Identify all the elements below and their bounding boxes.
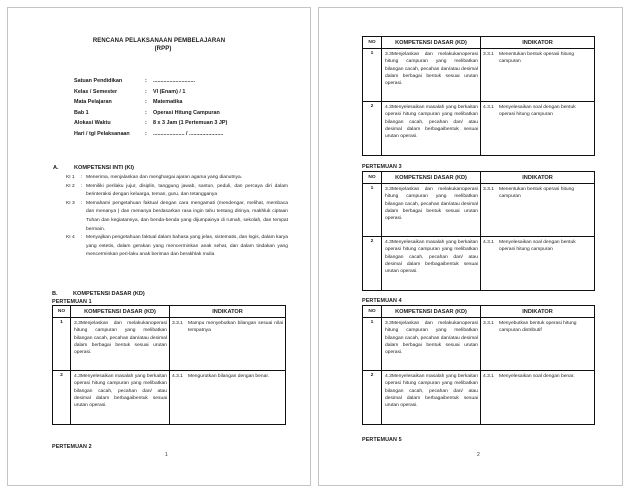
section-letter: A. (53, 165, 59, 171)
identity-value: ..................... / ....................... (153, 130, 224, 137)
header-kd: KOMPETENSI DASAR (KD) (71, 306, 170, 318)
indicator-cell (481, 102, 595, 156)
header-indicator: INDIKATOR (481, 306, 595, 318)
kd-cell (71, 318, 170, 371)
table-row (363, 237, 595, 291)
ki-text: Memiliki perilaku jujur, disiplin, tanggung jawab, santun, peduli, dan percaya diri dalam berinteraksi dengan keluarga, teman, guru, dan tetangganya (86, 183, 288, 198)
indicator-text: Menyelesaikan soal dengan bentuk operasi hitung campuran (499, 105, 576, 118)
indicator-text: Mampu menyebutkan bilangan sesuai nilai tempatnya (188, 321, 283, 334)
meeting-3-label: PERTEMUAN 3 (362, 164, 402, 170)
kd-code: 4.3 (385, 374, 392, 379)
kd-text: Menyelesaikan masalah yang berkaitan operasi hitung campuran yang melibatkan bilangan cacah, pecahan dan/ atau desimal dalam berbagaibentuk sesuai urutan operasi. (385, 105, 478, 140)
kd-text: Menyelesaikan masalah yang berkaitan operasi hitung campuran yang melibatkan bilangan cacah, pecahan dan/ atau desimal dalam berbagaibentuk sesuai urutan operasi. (385, 240, 478, 275)
table-row (363, 49, 595, 102)
kd-cell (382, 184, 481, 237)
identity-row (74, 120, 227, 131)
meeting-4-label: PERTEMUAN 4 (362, 298, 402, 304)
indicator-cell (481, 318, 595, 371)
indicator-text: Menentukan bentuk operasi hitung campuran (499, 52, 575, 65)
identity-colon: : (145, 109, 147, 116)
ki-text: Memahami pengetahuan faktual dengan cara mengamati (mendengar, melihat, membaca dan menanya ) dan menanya berdasarkan rasa ingin tahu tentang dirinya, makhluk ciptaan Tuhan dan kegiatannya, dan benda-benda yang dijumpainya di rumah, sekolah, dan tempat bermain. (86, 200, 288, 232)
section-b-heading (52, 291, 145, 297)
indicator-code: 4.3.1 (483, 240, 494, 245)
identity-value: Matematika (153, 99, 183, 105)
indicator-code: 3.3.1 (483, 321, 494, 326)
kd-cell (382, 49, 481, 102)
row-no: 2 (363, 102, 382, 156)
kd-code: 3.3 (385, 321, 392, 326)
ki-item (66, 183, 288, 200)
indicator-text: Menyelesaikan soal dengan benar. (499, 374, 575, 379)
table-row (53, 371, 286, 425)
kd-code: 4.3 (74, 374, 81, 379)
ki-list (66, 174, 288, 260)
indicator-text: Mengurutkan bilangan dengan benar. (188, 374, 270, 379)
kd-code: 3.3 (385, 52, 392, 57)
ki-code: KI 3 (66, 200, 75, 206)
header-kd: KOMPETENSI DASAR (KD) (382, 37, 481, 49)
indicator-code: 4.3.1 (483, 374, 494, 379)
identity-value: ............................ (153, 78, 195, 84)
ki-item (66, 200, 288, 234)
kd-text: Menjelaskan dan melakukanoperasi hitung campuran yang melibatkan bilangan cacah, pecahan dan/atau desimal dalam berbagai bentuk sesuai urutan operasi. (385, 52, 478, 87)
section-title: KOMPETENSI DASAR (KD) (73, 291, 145, 297)
header-kd: KOMPETENSI DASAR (KD) (382, 172, 481, 184)
ki-code: KI 1 (66, 175, 75, 180)
identity-value: Operasi Hitung Campuran (153, 109, 220, 116)
ki-item (66, 234, 288, 260)
ki-colon: : (81, 183, 83, 189)
kd-table-meeting-3 (362, 171, 595, 291)
document-subtitle: (RPP) (154, 46, 172, 52)
kd-text: Menjelaskan dan melakukanoperasi hitung campuran yang melibatkan bilangan cacah, pecahan dan/atau desimal dalam berbagai bentuk sesuai urutan operasi. (74, 321, 167, 356)
identity-colon: : (145, 99, 147, 105)
ki-colon: : (81, 235, 83, 241)
indicator-cell (481, 49, 595, 102)
indicator-code: 4.3.1 (483, 105, 494, 110)
identity-value: 8 x 3 Jam (1 Pertemuan 3 JP) (153, 120, 228, 126)
indicator-code: 3.3.1 (483, 187, 494, 192)
kd-text: Menjelaskan dan melakukanoperasi hitung campuran yang melibatkan bilangan cacah, pecahan dan/atau desimal dalam berbagai bentuk sesuai urutan operasi. (385, 187, 478, 222)
kd-text: Menjelaskan dan melakukanoperasi hitung campuran yang melibatkan bilangan cacah, pecahan dan/atau desimal dalam berbagai bentuk sesuai urutan operasi. (385, 321, 478, 356)
meeting-1-label: PERTEMUAN 1 (52, 299, 92, 305)
ki-colon: : (81, 175, 83, 180)
identity-row (74, 99, 227, 110)
document-page-1 (7, 7, 311, 486)
header-kd: KOMPETENSI DASAR (KD) (382, 306, 481, 318)
identity-row (74, 110, 227, 121)
identity-block (74, 78, 227, 141)
section-title: KOMPETENSI INTI (KI) (74, 165, 134, 171)
indicator-cell (481, 237, 595, 291)
identity-row (74, 131, 227, 142)
header-indicator: INDIKATOR (481, 172, 595, 184)
indicator-code: 3.3.1 (172, 321, 183, 326)
kd-code: 4.3 (385, 240, 392, 245)
indicator-code: 4.3.1 (172, 374, 183, 379)
table-header-row (363, 172, 595, 184)
identity-label: Kelas / Semester (74, 88, 118, 95)
meeting-5-label: PERTEMUAN 5 (362, 437, 402, 443)
kd-cell (382, 102, 481, 156)
indicator-cell (170, 371, 286, 425)
document-title: RENCANA PELAKSANAAN PEMBELAJARAN (92, 38, 226, 44)
kd-text: Menyelesaikan masalah yang berkaitan operasi hitung campuran yang melibatkan bilangan cacah, pecahan dan/ atau desimal dalam berbagaibentuk sesuai urutan operasi. (74, 374, 167, 409)
ki-code: KI 4 (66, 235, 75, 241)
identity-colon: : (145, 120, 147, 126)
row-no: 1 (363, 49, 382, 102)
table-header-row (53, 306, 286, 318)
kd-table-meeting-2 (362, 36, 595, 156)
table-header-row (363, 306, 595, 318)
ki-item (66, 174, 288, 183)
identity-value: VI (Enam) / 1 (153, 88, 186, 95)
ki-text: Menerima, menjalankan dan menghargai ajaran agama yang dianutnya. (86, 175, 243, 180)
identity-label: Mata Pelajaran (74, 99, 112, 105)
table-row (363, 318, 595, 371)
header-no: NO (363, 37, 382, 49)
kd-cell (71, 371, 170, 425)
identity-label: Hari / tgl Pelaksanaan (74, 130, 130, 137)
header-indicator: INDIKATOR (170, 306, 286, 318)
row-no: 1 (363, 184, 382, 237)
identity-row (74, 89, 227, 100)
indicator-code: 3.3.1 (483, 52, 494, 57)
table-row (363, 371, 595, 425)
indicator-cell (481, 371, 595, 425)
header-indicator: INDIKATOR (481, 37, 595, 49)
section-a-heading (53, 165, 134, 171)
indicator-text: Menyelesaikan soal dengan bentuk operasi hitung campuran (499, 240, 576, 253)
kd-code: 4.3 (385, 105, 392, 110)
header-no: NO (363, 172, 382, 184)
row-no: 2 (53, 371, 71, 425)
kd-cell (382, 371, 481, 425)
kd-table-meeting-4 (362, 305, 595, 425)
identity-colon: : (145, 130, 147, 137)
table-row (363, 102, 595, 156)
row-no: 1 (363, 318, 382, 371)
identity-label: Bab 1 (74, 109, 89, 116)
ki-colon: : (81, 200, 83, 206)
row-no: 2 (363, 371, 382, 425)
meeting-2-label: PERTEMUAN 2 (52, 444, 92, 450)
table-row (363, 184, 595, 237)
indicator-text: Menentukan bentuk operasi hitung campuran (499, 187, 575, 200)
header-no: NO (53, 306, 71, 318)
indicator-cell (481, 184, 595, 237)
kd-cell (382, 237, 481, 291)
kd-table-meeting-1 (52, 305, 286, 425)
table-header-row (363, 37, 595, 49)
ki-text: Menyajikan pengetahuan faktual dalam bahasa yang jelas, sistematis, dan logis, dalam karya yang estetis, dalam gerakan yang mencerminkan anak sehat, dan dalam tindakan yang mencerminkan peri-laku anak beriman dan berakhlak mulia (86, 235, 288, 258)
identity-colon: : (145, 78, 147, 84)
identity-label: Satuan Pendidikan (74, 78, 123, 84)
row-no: 2 (363, 237, 382, 291)
kd-cell (382, 318, 481, 371)
section-letter: B. (52, 291, 58, 297)
indicator-cell (170, 318, 286, 371)
kd-text: Menyelesaikan masalah yang berkaitan operasi hitung campuran yang melibatkan bilangan cacah, pecahan dan/ atau desimal dalam berbagaibentuk sesuai urutan operasi. (385, 374, 478, 409)
identity-colon: : (145, 88, 147, 95)
document-page-2 (318, 7, 623, 486)
kd-code: 3.3 (74, 321, 81, 326)
kd-code: 3.3 (385, 187, 392, 192)
identity-row (74, 78, 227, 89)
header-no: NO (363, 306, 382, 318)
identity-label: Alokasi Waktu (74, 120, 111, 126)
row-no: 1 (53, 318, 71, 371)
page-number: 1 (165, 452, 168, 458)
table-row (53, 318, 286, 371)
ki-code: KI 2 (66, 183, 75, 189)
page-number: 2 (477, 452, 480, 458)
indicator-text: Menyebutkan bentuk operasi hitung campuran distributif (499, 321, 577, 334)
